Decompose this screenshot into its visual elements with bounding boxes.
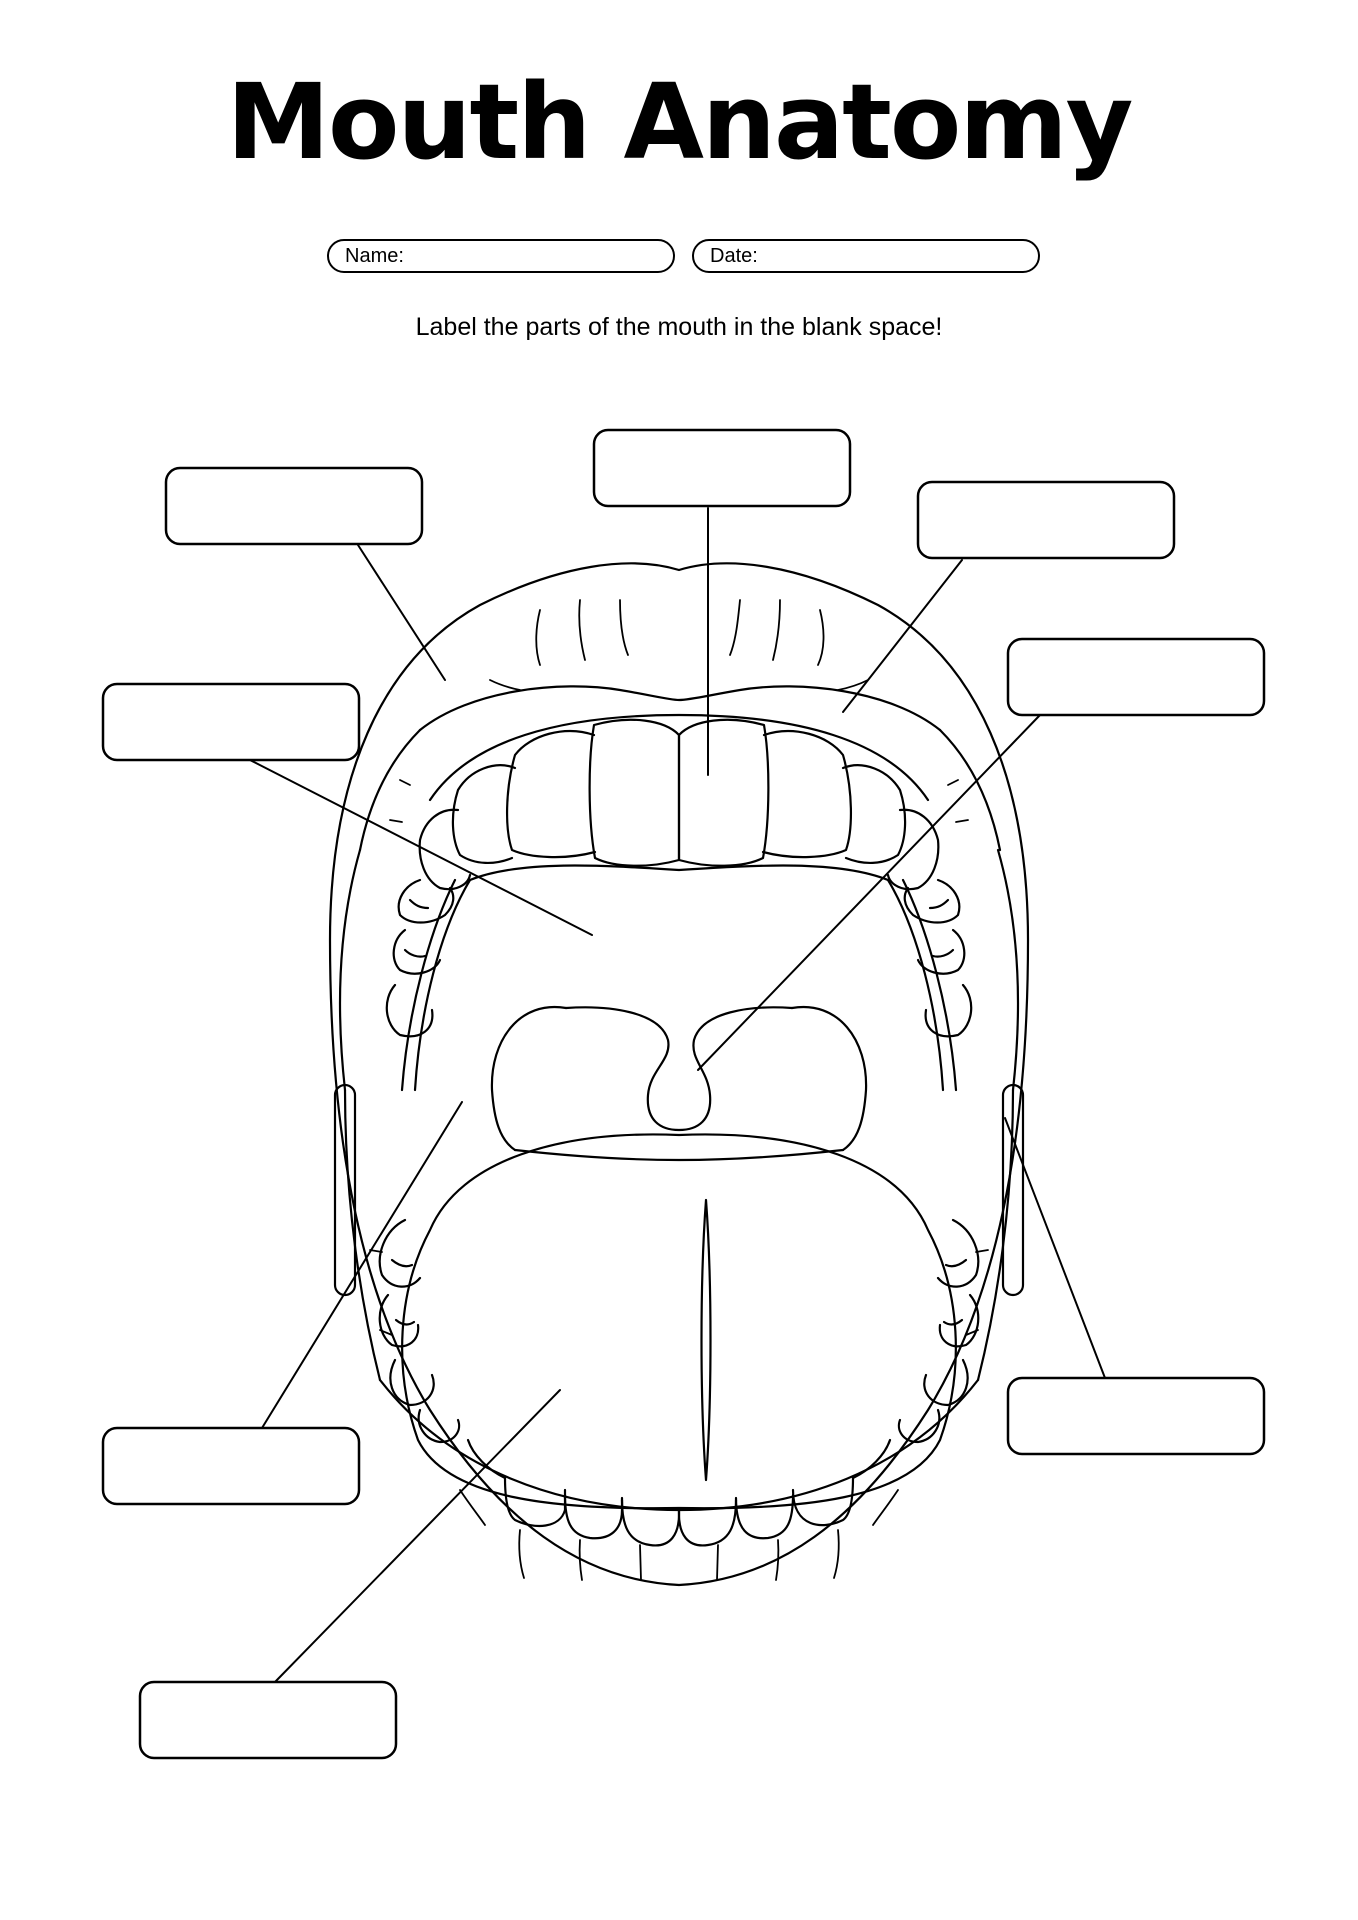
label-box-upper-lip[interactable]	[166, 468, 422, 544]
uvula	[566, 1007, 792, 1130]
name-label: Name:	[345, 245, 404, 267]
throat-arch	[515, 1150, 843, 1160]
leader-line-tonsil	[1005, 1118, 1105, 1378]
palate-back	[470, 866, 888, 880]
instructions-text: Label the parts of the mouth in the blank space!	[415, 313, 943, 341]
right-pillar	[888, 880, 943, 1090]
leader-line-gums	[843, 560, 962, 712]
leader-line-uvula	[698, 715, 1040, 1070]
lower-lip-texture	[370, 1250, 988, 1580]
worksheet-title: Mouth Anatomy	[226, 61, 1132, 183]
outer-lip-outline	[330, 563, 1028, 1585]
upper-lip-inner	[420, 686, 940, 730]
leader-line-palate	[250, 760, 592, 935]
label-box-palate[interactable]	[103, 684, 359, 760]
label-box-tonsil[interactable]	[1008, 1378, 1264, 1454]
label-box-uvula[interactable]	[1008, 639, 1264, 715]
tongue	[402, 1134, 956, 1508]
leader-line-upper-lip	[358, 545, 445, 680]
tongue-midline	[702, 1200, 711, 1480]
lower-teeth	[468, 1440, 890, 1545]
label-box-cheek[interactable]	[103, 1428, 359, 1504]
label-box-teeth[interactable]	[594, 430, 850, 506]
label-box-tongue[interactable]	[140, 1682, 396, 1758]
right-tonsil	[792, 1007, 866, 1150]
date-label: Date:	[710, 245, 758, 267]
leader-line-cheek	[262, 1102, 462, 1428]
label-box-gums[interactable]	[918, 482, 1174, 558]
left-pillar	[415, 880, 470, 1090]
left-tonsil	[492, 1007, 566, 1150]
leader-lines	[250, 508, 1105, 1682]
